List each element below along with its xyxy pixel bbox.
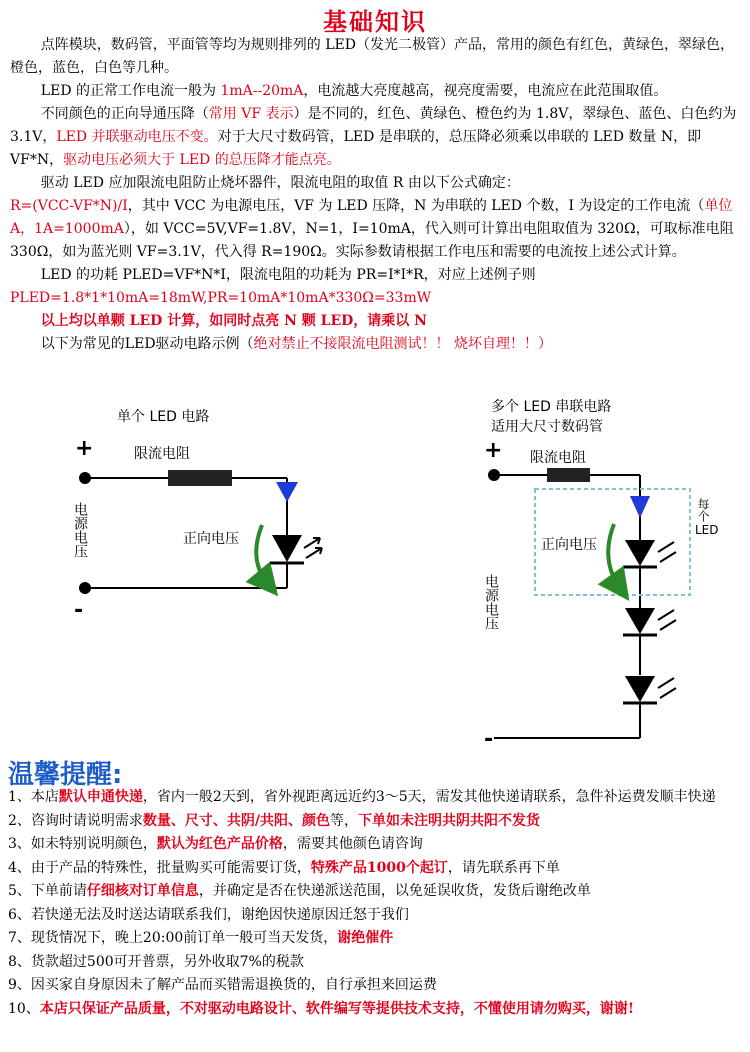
per-led-label-text: 每个 <box>696 498 710 522</box>
single-supply-label: 电源电压 <box>72 502 88 558</box>
single-resistor <box>168 470 232 486</box>
paragraph-4-formula: R=(VCC-VF*N)/I，其中 VCC 为电源电压，VF 为 LED 压降，N 为串联的 LED 个数，I 为设定的工作电流（单位 A，1A=1000mA），如 VCC=5V,VF=1.8V，N=1，I=10mA，代入则可计算出电阻取值为 320Ω，可取标准电阻 330Ω，如为蓝光则 VF=3.1V，代入得 R=190Ω。实际参数请根据工作电压和需要的电流按上述公式计算。 <box>10 198 734 260</box>
multi-resistor-label: 限流电阻 <box>530 450 586 466</box>
reminder-item: 9、因买家自身原因未了解产品而买错需退换货的，自行承担来回运费 <box>8 977 437 993</box>
multi-circuit <box>489 470 640 738</box>
single-forward-label: 正向电压 <box>183 531 239 547</box>
multi-led-2 <box>623 608 676 635</box>
single-terminal-plus <box>80 473 90 483</box>
paragraph-1: 点阵模块，数码管，平面管等均为规则排列的 LED（发光二极管）产品，常用的颜色有红色，黄绿色，翠绿色，橙色，蓝色，白色等几种。 <box>10 37 734 76</box>
single-minus-sign: - <box>74 598 84 623</box>
multi-led-title-1: 多个 LED 串联电路 <box>491 399 612 415</box>
multi-plus-sign: + <box>484 438 503 463</box>
multi-current-arrow <box>630 496 650 518</box>
multi-resistor <box>547 468 590 482</box>
paragraph-2: LED 的正常工作电流一般为 1mA--20mA，电流越大亮度越高，视亮度需要，电流应在此范围取值。 <box>40 83 668 99</box>
paragraph-3: 不同颜色的正向导通压降（常用 VF 表示）是不同的，红色、黄绿色、橙色约为 1.8V，翠绿色、蓝色、白色约为 3.1V，LED 并联驱动电压不变。对于大尺寸数码管，LED 是串联的，总压降必须乘以串联的 LED 数量 N，即 VF*N，驱动电压必须大于 LED 的总压降才能点亮。 <box>10 106 737 168</box>
single-voltage-arrow <box>256 525 268 584</box>
reminder-item: 10、本店只保证产品质量，不对驱动电路设计、软件编写等提供技术支持，不懂使用请勿购买，谢谢! <box>8 1000 634 1017</box>
reminder-item: 8、货款超过500可开普票，另外收取7%的税款 <box>8 953 304 970</box>
reminder-item: 4、由于产品的特殊性，批量购买可能需要订货，特殊产品1000个起订，请先联系再下单 <box>8 859 560 876</box>
single-resistor-label: 限流电阻 <box>134 446 190 462</box>
reminder-item: 1、本店默认申通快递，省内一般2天到，省外视距离远近约3～5天，需发其他快递请联系，急件补运费发顺丰快递 <box>8 789 716 805</box>
paragraph-4: 驱动 LED 应加限流电阻防止烧坏器件，限流电阻的取值 R 由以下公式确定： <box>40 175 520 191</box>
multi-supply-label: 电源电压 <box>483 574 499 630</box>
multi-led-1 <box>623 540 676 567</box>
multi-terminal-plus <box>489 470 499 480</box>
single-led-title: 单个 LED 电路 <box>117 409 210 425</box>
basics-text <box>10 34 745 356</box>
per-led-label-led: LED <box>695 523 719 537</box>
paragraph-6: 以上均以单颗 LED 计算，如同时点亮 N 颗 LED，请乘以 N <box>40 313 427 329</box>
single-plus-sign: + <box>75 436 94 461</box>
single-current-arrow <box>276 482 298 502</box>
multi-led-title-2: 适用大尺寸数码管 <box>491 419 603 435</box>
reminder-item: 7、现货情况下，晚上20:00前订单一般可当天发货，谢绝催件 <box>8 930 394 946</box>
reminder-item: 6、若快递无法及时送达请联系我们，谢绝因快递原因迁怒于我们 <box>8 906 409 923</box>
reminder-title: 温馨提醒: <box>8 760 123 790</box>
multi-forward-label: 正向电压 <box>541 537 597 553</box>
reminder-item: 3、如未特别说明颜色，默认为红色产品价格，需要其他颜色请咨询 <box>8 836 423 852</box>
per-led-label <box>697 498 719 538</box>
multi-voltage-arrow <box>608 524 620 588</box>
page-title: 基础知识 <box>323 7 427 36</box>
single-terminal-minus <box>80 583 90 593</box>
multi-led-3 <box>623 676 676 703</box>
paragraph-5: LED 的功耗 PLED=VF*N*I，限流电阻的功耗为 PR=I*I*R，对应上述例子则 <box>40 267 536 283</box>
single-led-symbol <box>270 535 322 563</box>
reminder-item: 5、下单前请仔细核对订单信息，并确定是否在快递派送范围，以免延误收货，发货后谢绝改单 <box>8 883 591 899</box>
paragraph-5-example: PLED=1.8*1*10mA=18mW,PR=10mA*10mA*330Ω=33mW <box>10 290 432 306</box>
reminder-list <box>8 786 746 1021</box>
multi-minus-sign: - <box>484 727 494 752</box>
paragraph-7: 以下为常见的LED驱动电路示例（绝对禁止不接限流电阻测试！！ 烧坏自理！！） <box>40 336 552 352</box>
reminder-item: 2、咨询时请说明需求数量、尺寸、共阴/共阳、颜色等，下单如未注明共阴共阳不发货 <box>8 812 541 829</box>
